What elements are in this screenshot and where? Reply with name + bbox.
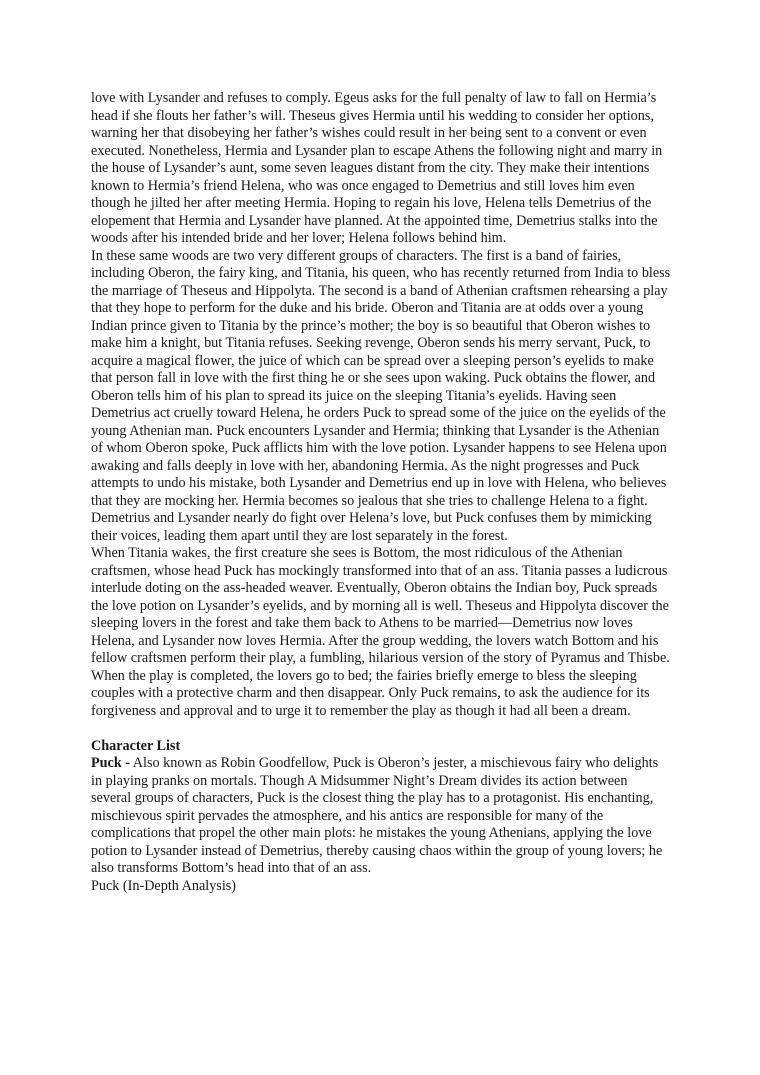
character-entry-puck xyxy=(91,755,671,878)
summary-paragraph-1: love with Lysander and refuses to comply. Egeus asks for the full penalty of law to fall on Hermia’s head if she flouts her father’s will. Theseus gives Hermia until his wedding to consider her options, warning her that disobeying her father’s wishes could result in her being sent to a convent or even executed. Nonetheless, Hermia and Lysander plan to escape Athens the following night and marry in the house of Lysander’s aunt, some seven leagues distant from the city. They make their intentions known to Hermia’s friend Helena, who was once engaged to Demetrius and still loves him even though he jilted her after meeting Hermia. Hoping to regain his love, Helena tells Demetrius of the elopement that Hermia and Lysander have planned. At the appointed time, Demetrius stalks into the woods after his intended bride and her lover; Helena follows behind him. xyxy=(91,90,663,246)
summary-paragraph-3: When Titania wakes, the first creature she sees is Bottom, the most ridiculous of the Athenian craftsmen, whose head Puck has mockingly transformed into that of an ass. Titania passes a ludicrous interlude doting on the ass-headed weaver. Eventually, Oberon obtains the Indian boy, Puck spreads the love potion on Lysander’s eyelids, and by morning all is well. Theseus and Hippolyta discover the sleeping lovers in the forest and take them back to Athens to be married—Demetrius now loves Helena, and Lysander now loves Hermia. After the group wedding, the lovers watch Bottom and his fellow craftsmen perform their play, a fumbling, hilarious version of the story of Pyramus and Thisbe. When the play is completed, the lovers go to bed; the fairies briefly emerge to bless the sleeping couples with a protective charm and then disappear. Only Puck remains, to ask the audience for its forgiveness and approval and to urge it to remember the play as though it had all been a dream. xyxy=(91,545,670,719)
summary-paragraph-2: In these same woods are two very different groups of characters. The first is a band of fairies, including Oberon, the fairy king, and Titania, his queen, who has recently returned from India to bless the marriage of Theseus and Hippolyta. The second is a band of Athenian craftsmen rehearsing a play that they hope to perform for the duke and his bride. Oberon and Titania are at odds over a young Indian prince given to Titania by the prince’s mother; the boy is so beautiful that Oberon wishes to make him a knight, but Titania refuses. Seeking revenge, Oberon sends his merry servant, Puck, to acquire a magical flower, the juice of which can be spread over a sleeping person’s eyelids to make that person fall in love with the first thing he or she sees upon waking. Puck obtains the flower, and Oberon tells him of his plan to spread its juice on the sleeping Titania’s eyelids. Having seen Demetrius act cruelly toward Helena, he orders Puck to spread some of the juice on the eyelids of the young Athenian man. Puck encounters Lysander and Hermia; thinking that Lysander is the Athenian of whom Oberon spoke, Puck afflicts him with the love potion. Lysander happens to see Helena upon awaking and falls deeply in love with her, abandoning Hermia. As the night progresses and Puck attempts to undo his mistake, both Lysander and Demetrius end up in love with Helena, who believes that they are mocking her. Hermia becomes so jealous that she tries to challenge Helena to a fight. Demetrius and Lysander nearly do fight over Helena’s love, but Puck confuses them by mimicking their voices, leading them apart until they are lost separately in the forest. xyxy=(91,247,671,544)
character-name: Puck - xyxy=(91,755,131,771)
character-analysis-link[interactable]: Puck (In-Depth Analysis) xyxy=(91,877,237,894)
section-spacer xyxy=(91,720,671,738)
document-page xyxy=(91,90,671,895)
character-description: Also known as Robin Goodfellow, Puck is Oberon’s jester, a mischievous fairy who delights in playing pranks on mortals. Though A Midsummer Night’s Dream divides its action between several groups of characters, Puck is the closest thing the play has to a protagonist. His enchanting, mischievous spirit pervades the atmosphere, and his antics are responsible for many of the complications that propel the other main plots: he mistakes the young Athenians, applying the love potion to Lysander instead of Demetrius, thereby causing chaos within the group of young lovers; he also transforms Bottom’s head into that of an ass. xyxy=(91,755,663,876)
character-list-heading: Character List xyxy=(91,737,181,754)
